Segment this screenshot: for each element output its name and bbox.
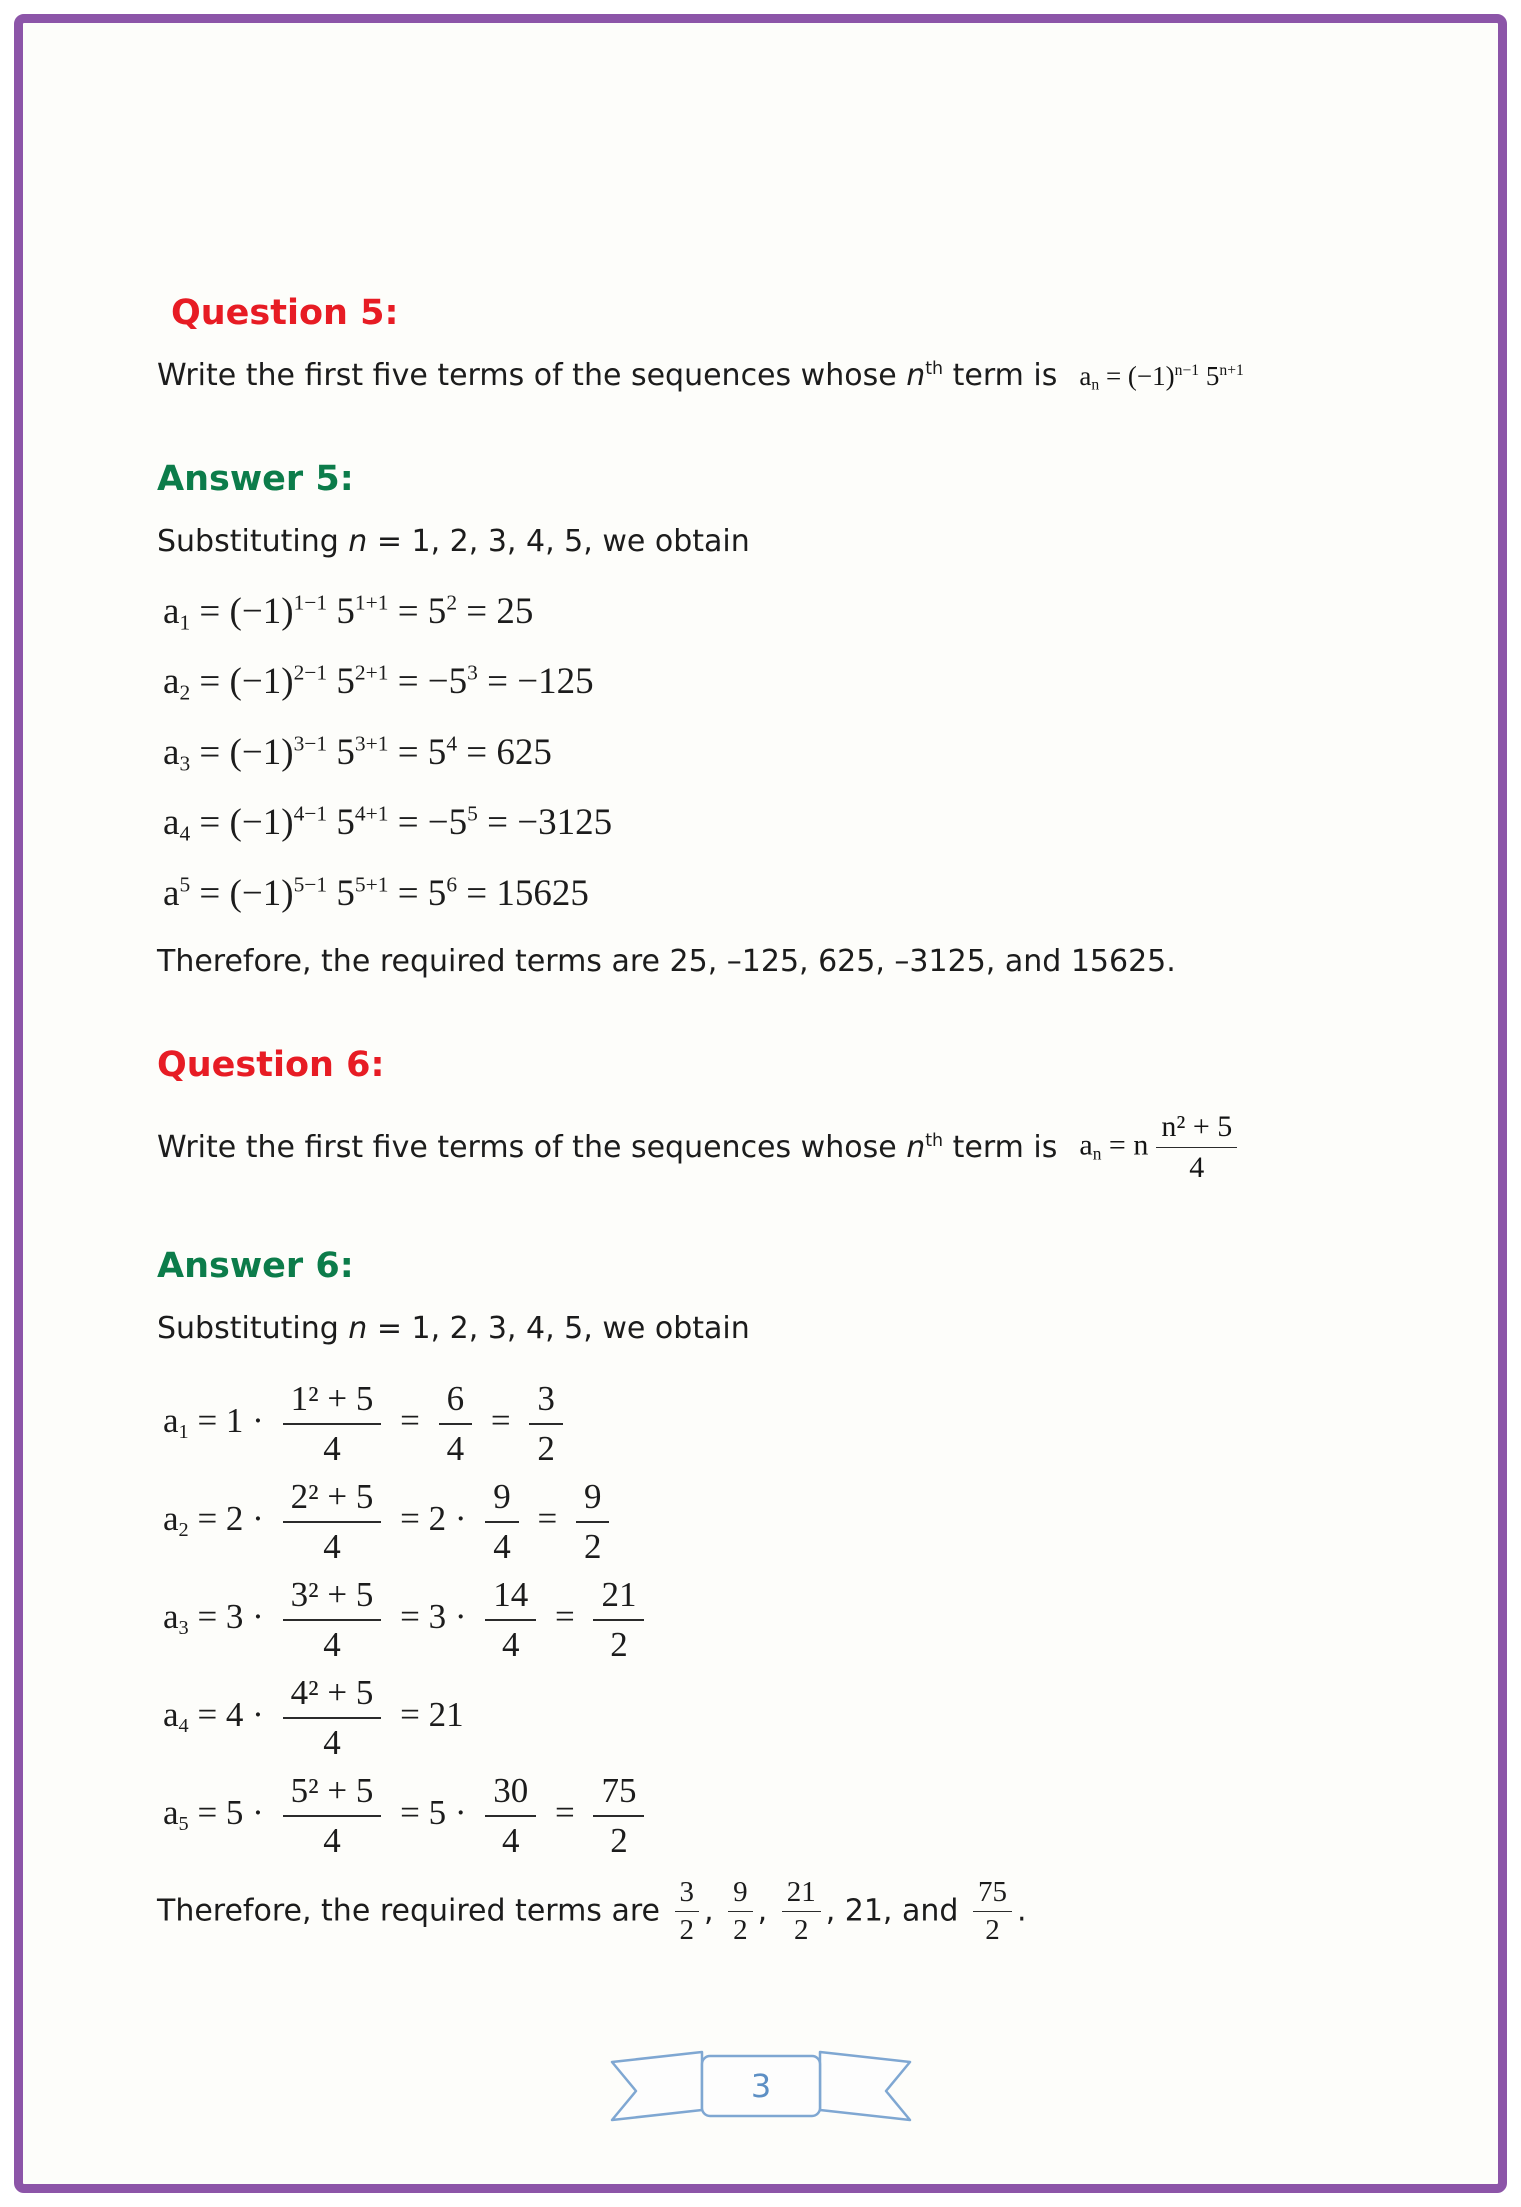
answer6-equations	[157, 1378, 1428, 1862]
answer5-equation-3: $a_3 = (-1)^{3-1}$ $5^{3+1} = 5^4 = 625$	[163, 731, 552, 776]
answer5-conclusion: Therefore, the required terms are 25, –125, 625, –3125, and 15625.	[157, 944, 1176, 980]
answer6-conclusion: Therefore, the required terms are $\frac{3}{2}$ , $\frac{9}{2}$ , $\frac{21}{2}$ , 21, and $\frac{75}{2}$ .	[157, 1875, 1027, 1947]
question6-formula: $a_n = n$ $\frac{\text{n² + 5}}{4}$	[1079, 1109, 1241, 1186]
question6-heading: Question 6:	[157, 1044, 385, 1085]
answer5-heading: Answer 5:	[157, 458, 354, 499]
question6-prompt-row	[157, 1109, 1428, 1186]
page-content	[23, 23, 1498, 1947]
question5-prompt-row	[157, 357, 1428, 395]
page-number-ribbon	[23, 2046, 1498, 2126]
question5-formula: $a_n = (-1)^{n-1}$ $5^{n+1}$	[1079, 360, 1244, 394]
question5-prompt: Write the first five terms of the sequences whose $n^{th}$ term is	[157, 358, 1058, 394]
ribbon-right-tail	[820, 2052, 910, 2120]
ribbon-left-tail	[612, 2052, 702, 2120]
answer5-equation-5: $a^5 = (-1)^{5-1}$ $5^{5+1} = 5^6 = 15625$	[163, 872, 589, 914]
document-page	[14, 14, 1507, 2193]
answer6-equation-4: $a_4 = 4$ · $\frac{\text{4² + 5}}{4}$ = 21	[163, 1672, 464, 1762]
answer6-intro: Substituting n = 1, 2, 3, 4, 5, we obtain	[157, 1311, 750, 1347]
ribbon-icon	[606, 2046, 916, 2126]
answer6-heading: Answer 6:	[157, 1245, 354, 1286]
answer5-equations	[157, 591, 1428, 916]
answer5-equation-1: $a_1 = (-1)^{1-1}$ $5^{1+1} = 5^2 = 25$	[163, 590, 534, 634]
question5-heading: Question 5:	[171, 293, 399, 333]
answer5-equation-2: $a_2 = (-1)^{2-1}$ $5^{2+1} = -5^3 = -125$	[163, 660, 594, 705]
answer6-equation-3: $a_3 = 3$ · $\frac{\text{3² + 5}}{4}$ = 3 · $\frac{14}{4}$ = $\frac{21}{2}$	[163, 1574, 1428, 1666]
question6-prompt: Write the first five terms of the sequences whose $n^{th}$ term is	[157, 1129, 1058, 1165]
answer5-intro: Substituting n = 1, 2, 3, 4, 5, we obtain	[157, 524, 750, 559]
answer5-equation-4: $a_4 = (-1)^{4-1}$ $5^{4+1} = -5^5 = -3125$	[163, 801, 613, 846]
answer6-equation-1: $a_1 = 1$ · $\frac{\text{1² + 5}}{4}$ = $\frac{6}{4}$ = $\frac{3}{2}$	[163, 1378, 1428, 1470]
page-number: 3	[750, 2067, 771, 2105]
answer6-equation-2: $a_2 = 2$ · $\frac{\text{2² + 5}}{4}$ = 2 · $\frac{9}{4}$ = $\frac{9}{2}$	[163, 1476, 1428, 1568]
answer6-equation-5: $a_5 = 5$ · $\frac{\text{5² + 5}}{4}$ = 5 · $\frac{30}{4}$ = $\frac{75}{2}$	[163, 1770, 1428, 1862]
